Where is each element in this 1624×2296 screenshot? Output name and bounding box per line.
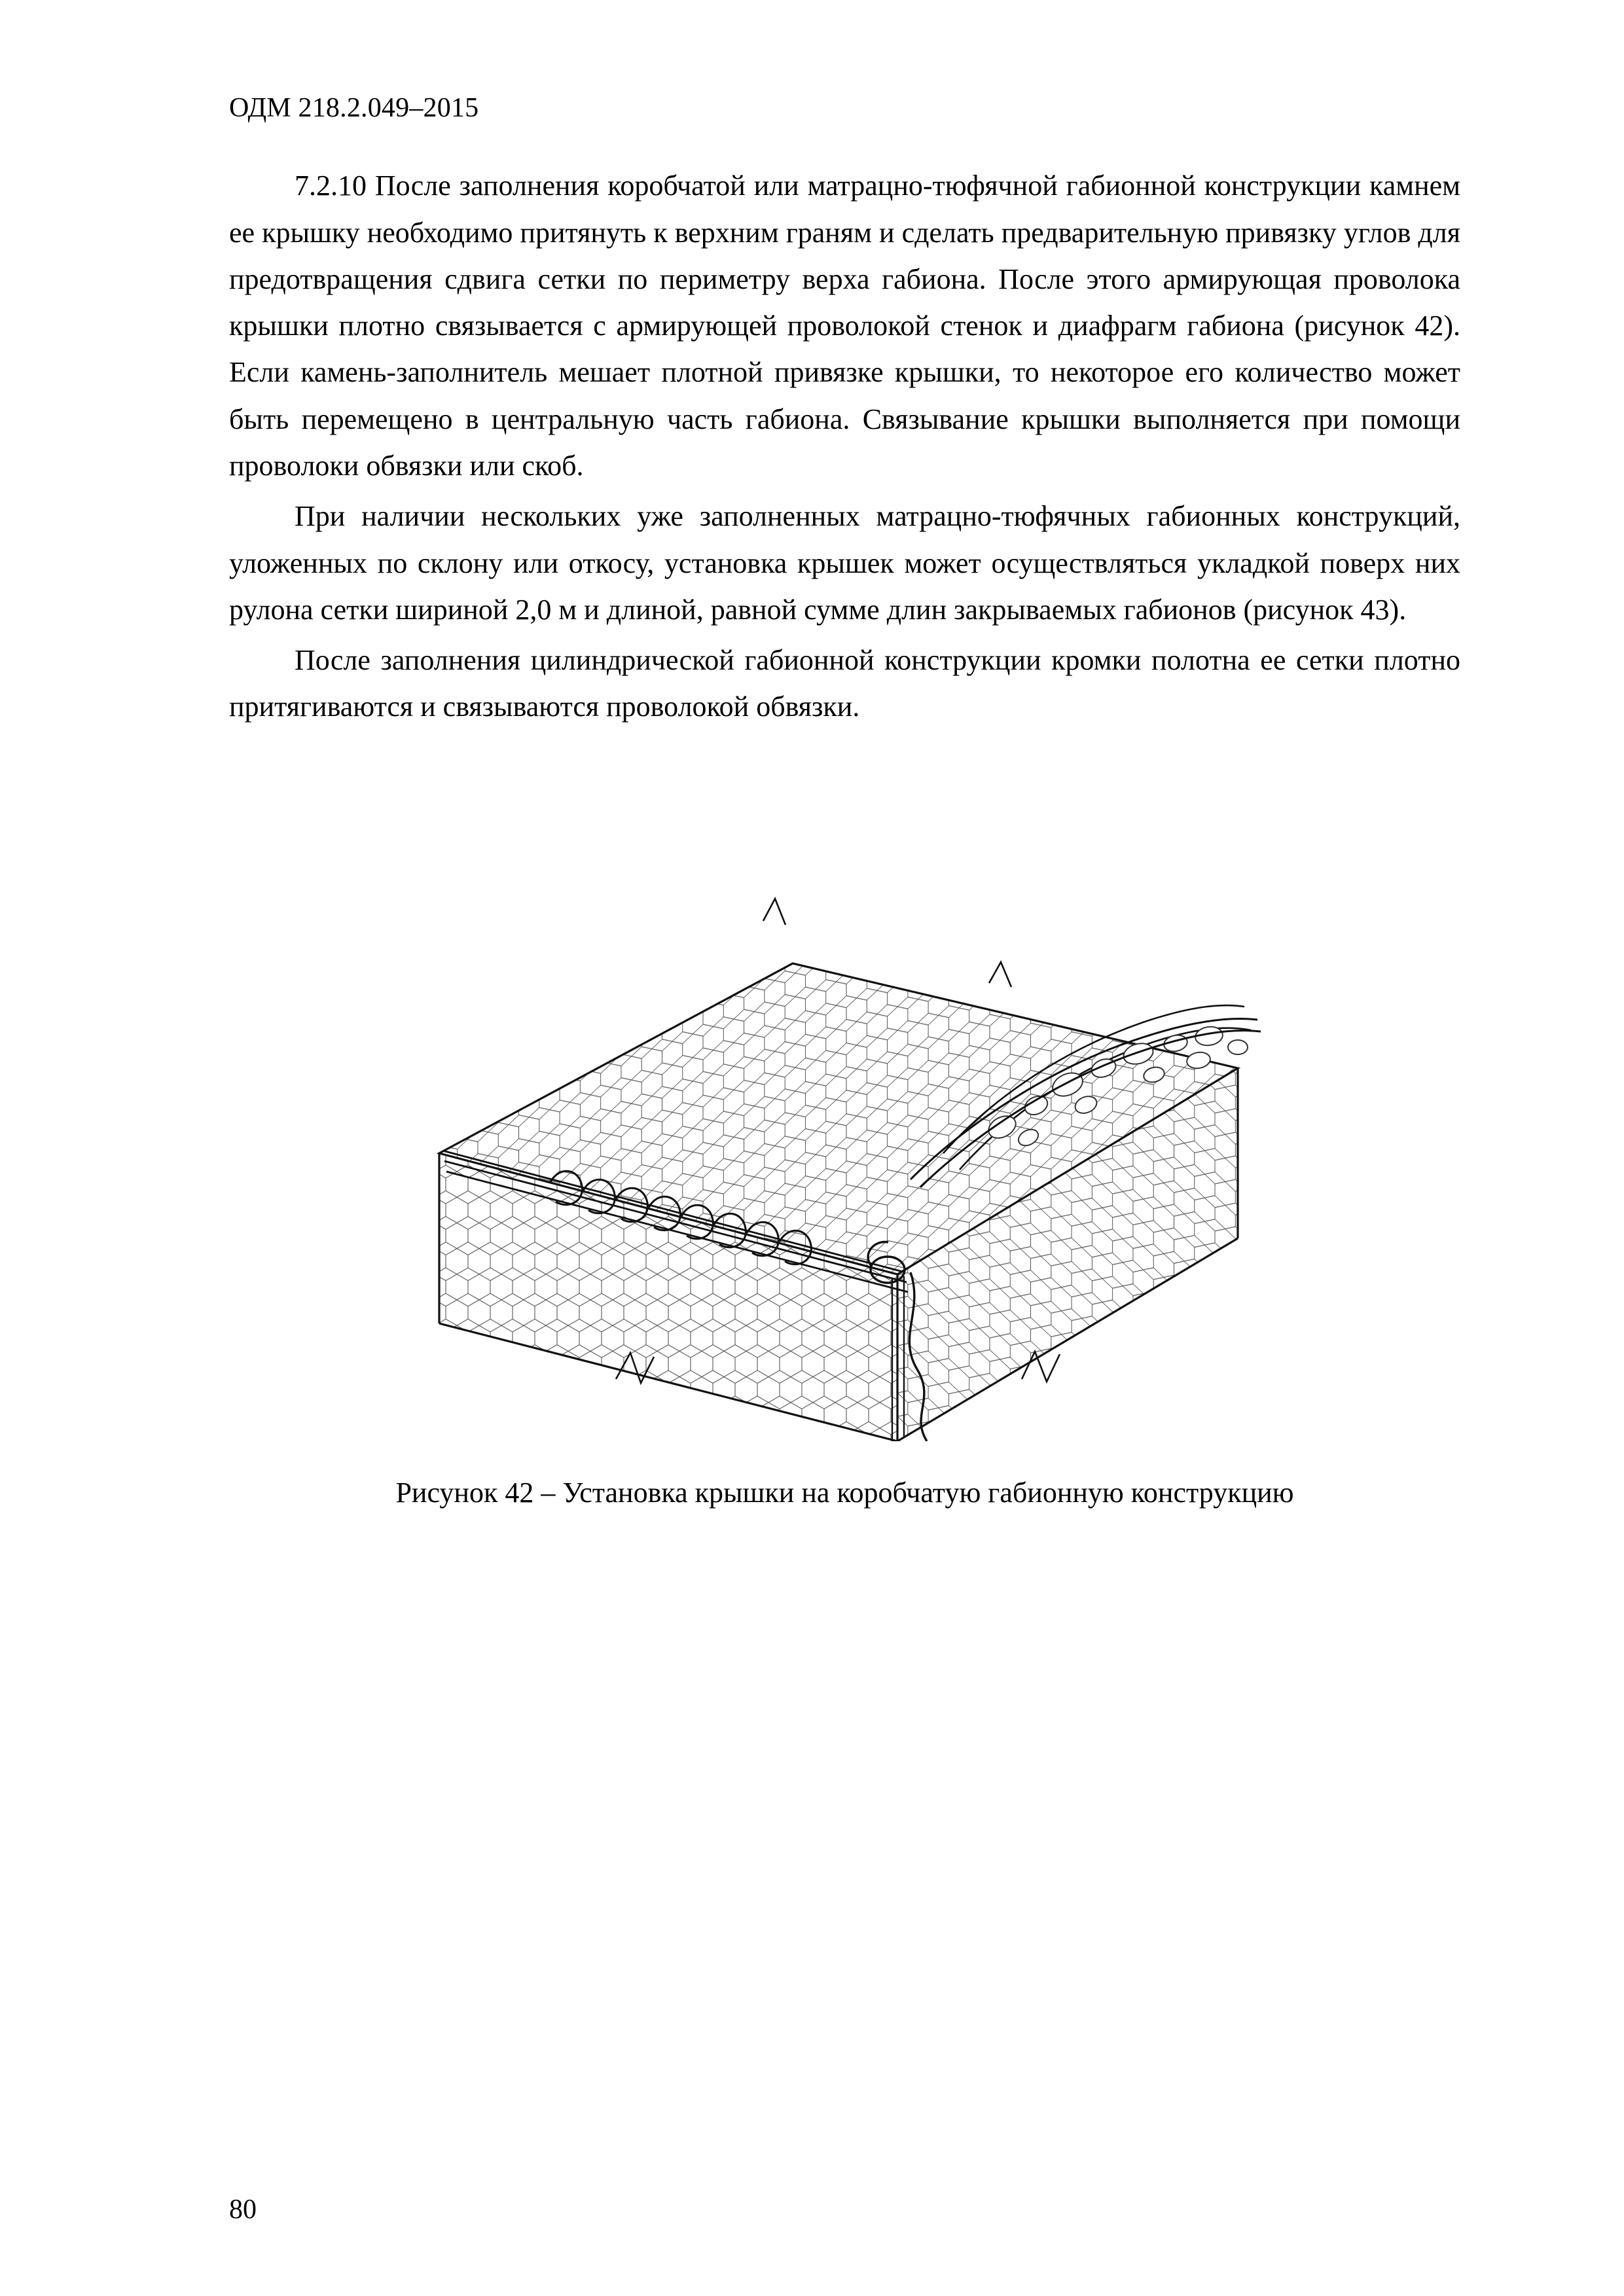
gabion-box-illustration — [334, 787, 1356, 1441]
page-number: 80 — [229, 2195, 257, 2225]
paragraph-3: После заполнения цилиндрической габионной конструкции кромки полотна ее сетки плотно притягиваются и связываются проволокой обвязки. — [229, 644, 1460, 723]
paragraph-1: 7.2.10 После заполнения коробчатой или матрацно-тюфячной габионной конструкции камнем ее крышку необходимо притянуть к верхним граням и сделать предварительную привязку углов для предотвращения сдвига сетки по периметру верха габиона. После этого армирующая проволока крышки плотно связывается с армирующей проволокой стенок и диафрагм габиона (рисунок 42). Если камень-заполнитель мешает плотной привязке крышки, то некоторое его количество может быть перемещено в центральную часть габиона. Связывание крышки выполняется при помощи проволоки обвязки или скоб. — [229, 170, 1460, 482]
figure-caption: Рисунок 42 – Установка крышки на коробчатую габионную конструкцию — [395, 1476, 1294, 1509]
document-header: ОДМ 218.2.049–2015 — [229, 93, 479, 123]
figure-42 — [229, 787, 1460, 1515]
paragraph-2: При наличии нескольких уже заполненных матрацно-тюфячных габионных конструкций, уложенных по склону или откосу, установка крышек может осуществляться укладкой поверх них рулона сетки шириной 2,0 м и длиной, равной сумме длин закрываемых габионов (рисунок 43). — [229, 500, 1460, 626]
